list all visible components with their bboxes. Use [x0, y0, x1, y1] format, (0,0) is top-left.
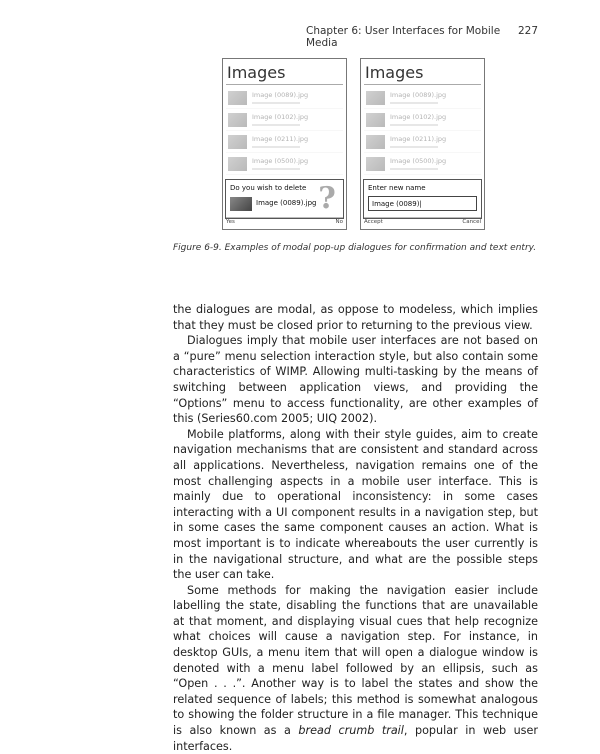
paragraph-text: Some methods for making the navigation easier include labelling the state, disabling the functions that are unavailable at that moment, and displaying visual cues that help recognize what choices will cause a navigation step. For instance, in desktop GUIs, a menu item that will open a dialogue window is denoted with a menu label followed by an ellipsis, such as “Open . . .”. Another way is to label the states and show the related sequence of labels; this method is somewhat analogous to showing the folder structure in a file manager. This technique is also known as a [173, 583, 538, 738]
running-header [306, 25, 538, 49]
emphasized-term: bread crumb trail [298, 724, 404, 738]
image-list [364, 87, 481, 179]
paragraph-text: , popular in web user interfaces. [173, 724, 538, 753]
list-item-details [252, 124, 300, 126]
list-item [364, 109, 481, 131]
no-softkey[interactable]: No [335, 219, 343, 225]
dialog-thumbnail [230, 197, 252, 211]
screen-title: Images [227, 63, 286, 82]
thumbnail-image [366, 157, 385, 171]
title-divider [364, 84, 481, 85]
paragraph: Dialogues imply that mobile user interfaces are not based on a “pure” menu selection interaction style, but also contain some characteristics of WIMP. Allowing multi-tasking by the means of switching between application views, and providing the “Options” menu to access functionality, are other examples of this (Series60.com 2005; UIQ 2002). [173, 334, 538, 426]
list-item-filename: Image (0089).jpg [390, 91, 447, 99]
thumbnail-image [366, 91, 385, 105]
paragraph [173, 583, 538, 754]
list-item-details [252, 168, 300, 170]
softkey-bar [226, 217, 343, 228]
list-item [226, 153, 343, 175]
thumbnail-image [228, 113, 247, 127]
cancel-softkey[interactable]: Cancel [462, 219, 481, 225]
thumbnail-image [228, 91, 247, 105]
accept-softkey[interactable]: Accept [364, 219, 383, 225]
list-item [364, 87, 481, 109]
list-item-filename: Image (0211).jpg [252, 135, 309, 143]
list-item-filename: Image (0102).jpg [252, 113, 309, 121]
body-text [173, 302, 538, 754]
list-item [364, 131, 481, 153]
thumbnail-image [228, 135, 247, 149]
list-item [226, 87, 343, 109]
page-number: 227 [517, 25, 538, 37]
list-item [364, 153, 481, 175]
yes-softkey[interactable]: Yes [226, 219, 235, 225]
figure-caption: Figure 6-9. Examples of modal pop-up dialogues for confirmation and text entry. [173, 243, 537, 253]
rename-dialog [363, 179, 482, 219]
dialog-filename: Image (0089).jpg [256, 199, 317, 207]
list-item-details [390, 168, 438, 170]
list-item-filename: Image (0089).jpg [252, 91, 309, 99]
thumbnail-image [366, 135, 385, 149]
list-item-details [252, 146, 300, 148]
new-name-input[interactable]: Image (0089)| [368, 196, 477, 211]
softkey-bar [364, 217, 481, 228]
list-item-details [390, 124, 438, 126]
phone-text-entry-mockup [360, 58, 485, 230]
title-divider [226, 84, 343, 85]
list-item-details [252, 102, 300, 104]
list-item-filename: Image (0500).jpg [252, 157, 309, 165]
list-item-details [390, 102, 438, 104]
dialog-prompt: Do you wish to delete [230, 184, 307, 192]
list-item-filename: Image (0211).jpg [390, 135, 447, 143]
paragraph: Mobile platforms, along with their style guides, aim to create navigation mechanisms that are consistent and standard across all applications. Nevertheless, navigation remains one of the most challenging aspects in a mobile user interface. This is mainly due to operational inconsistency: in some cases interacting with a UI component results in a navigation step, but in some cases the same component causes an action. What is most important is to indicate whereabouts the user currently is in the navigational structure, and what are the possible steps the user can take. [173, 427, 538, 582]
delete-confirmation-dialog [225, 179, 344, 219]
list-item-filename: Image (0102).jpg [390, 113, 447, 121]
thumbnail-image [366, 113, 385, 127]
list-item [226, 131, 343, 153]
dialog-prompt: Enter new name [368, 184, 426, 192]
list-item [226, 109, 343, 131]
chapter-title: Chapter 6: User Interfaces for Mobile Media [306, 25, 501, 49]
screen-title: Images [365, 63, 424, 82]
paragraph: the dialogues are modal, as oppose to modeless, which implies that they must be closed prior to returning to the previous view. [173, 303, 538, 332]
phone-confirmation-mockup [222, 58, 347, 230]
list-item-filename: Image (0500).jpg [390, 157, 447, 165]
image-list [226, 87, 343, 179]
list-item-details [390, 146, 438, 148]
thumbnail-image [228, 157, 247, 171]
question-mark-icon: ? [318, 181, 336, 216]
